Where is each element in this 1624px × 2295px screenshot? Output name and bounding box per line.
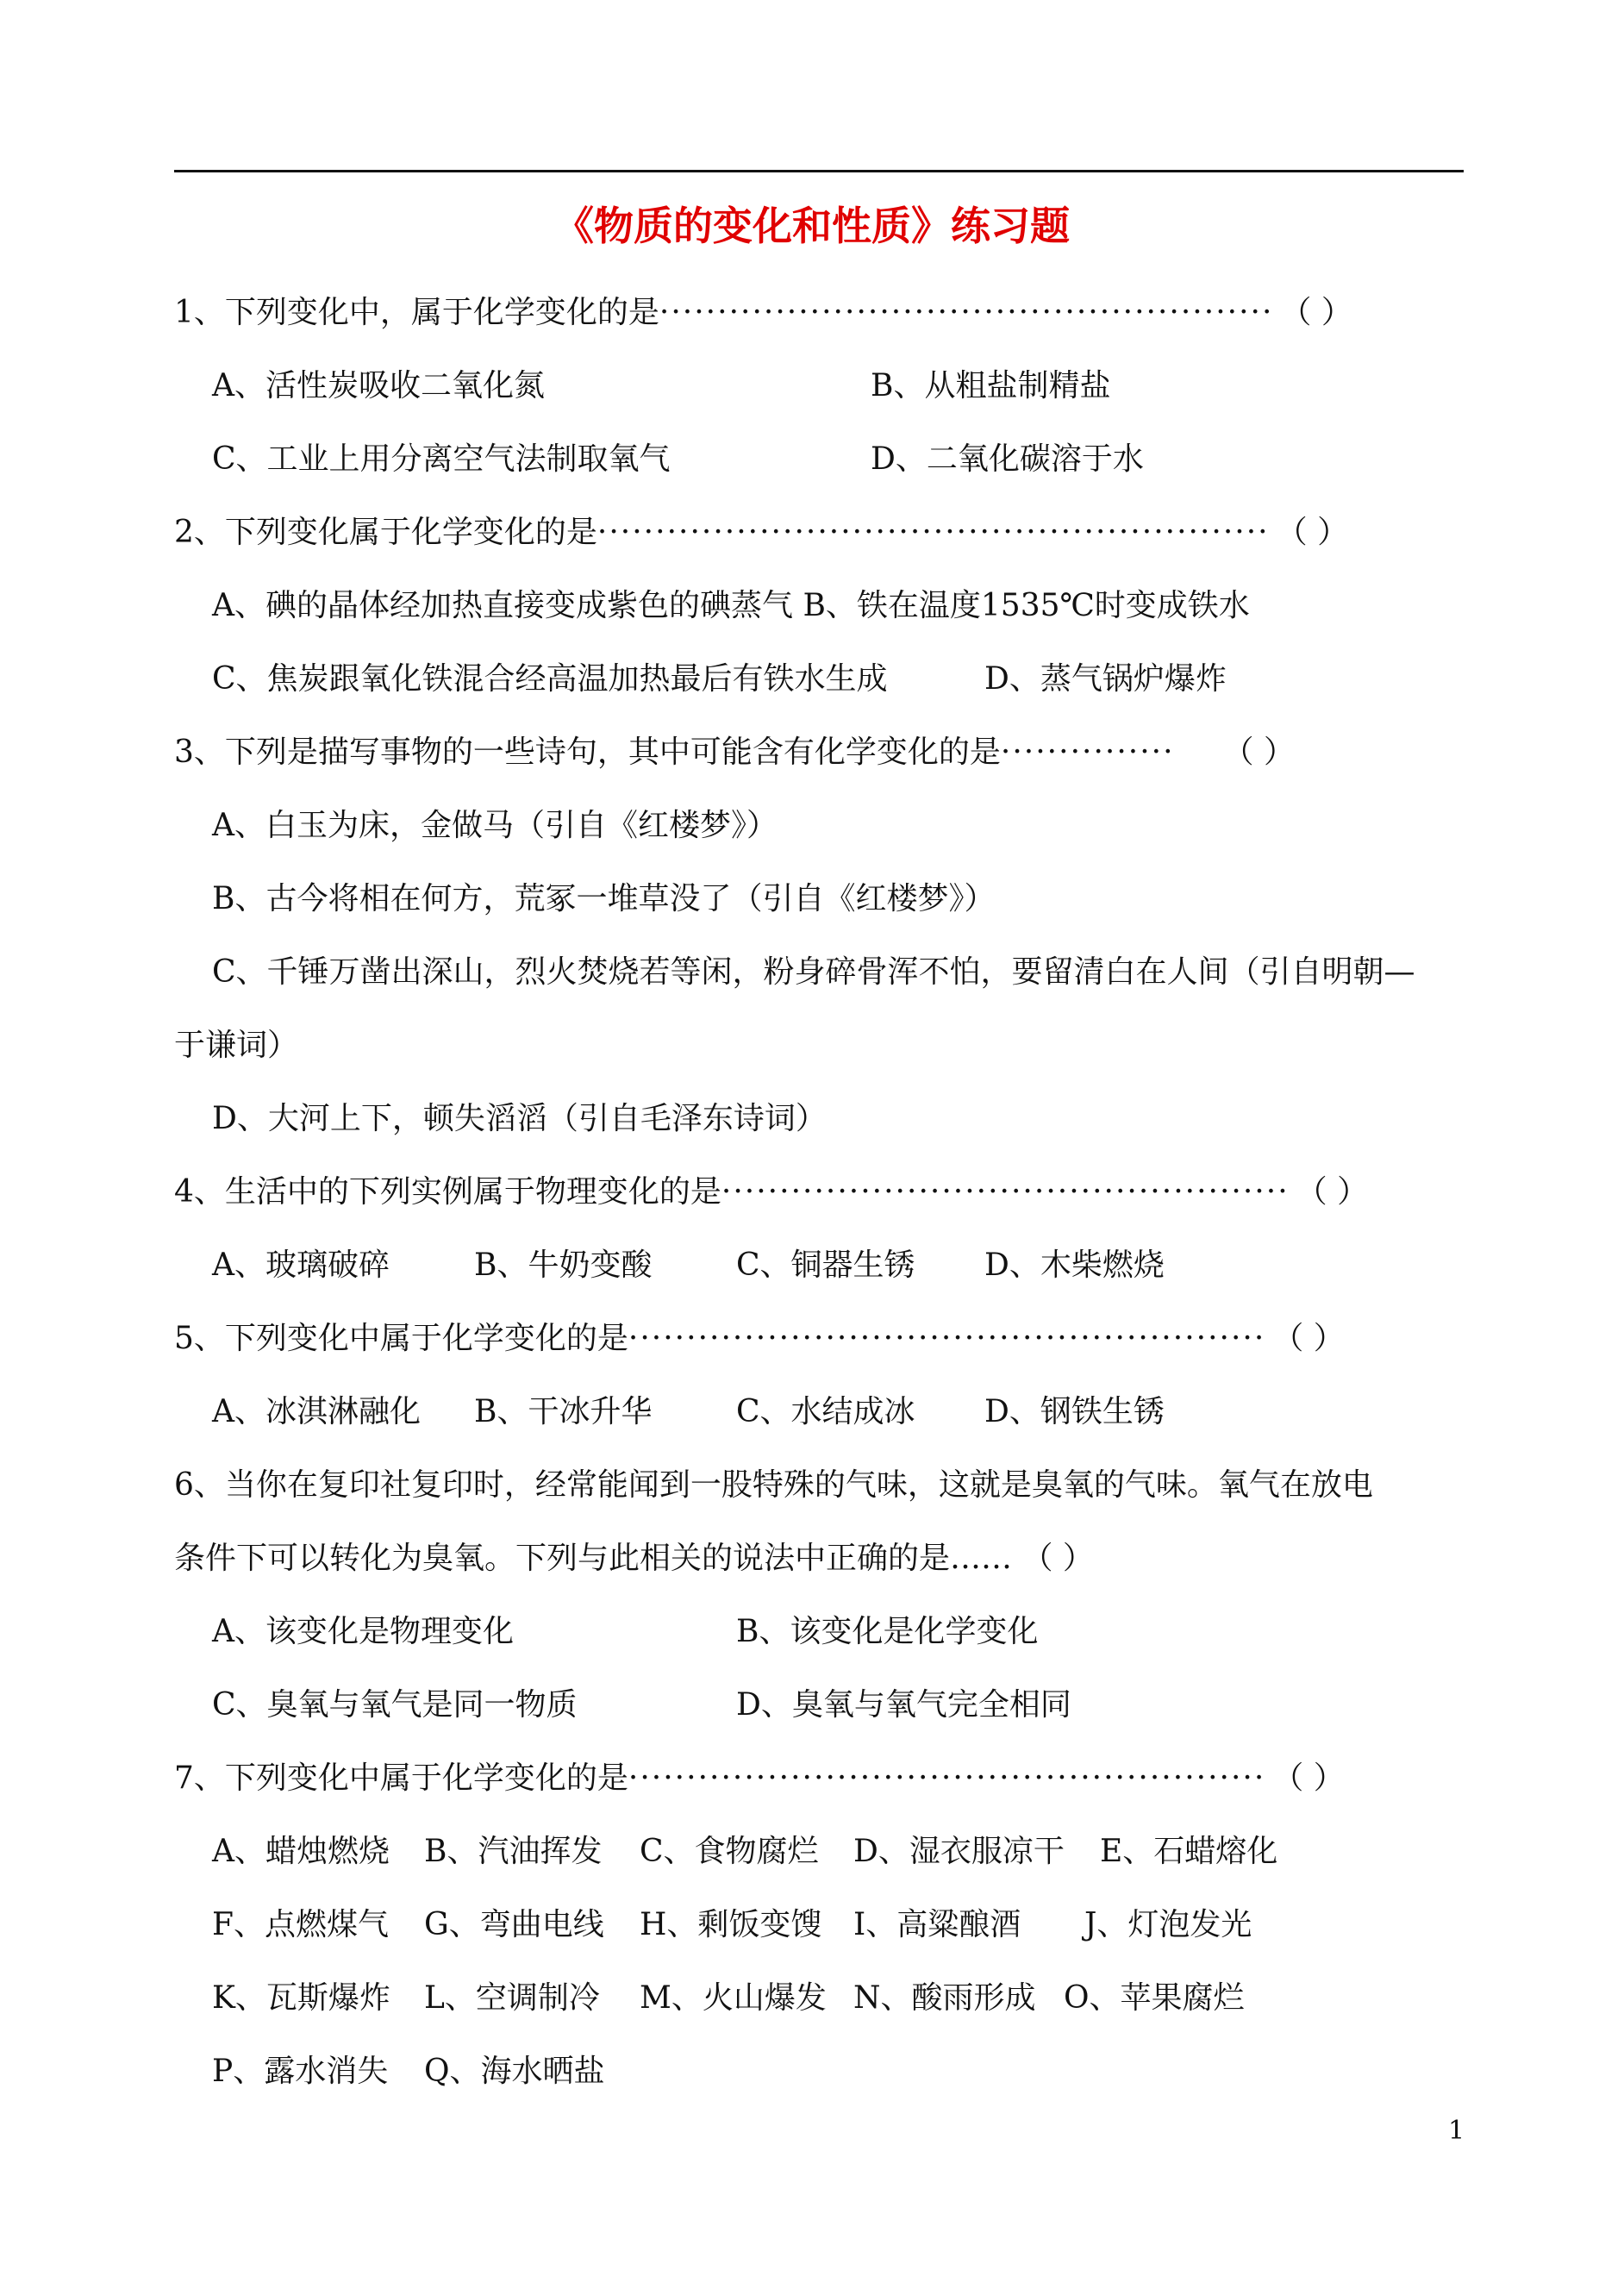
option-a: A、活性炭吸收二氧化氮 bbox=[212, 368, 545, 403]
option-o: O、苹果腐烂 bbox=[1064, 1980, 1245, 2016]
option-b: B、牛奶变酸 bbox=[474, 1248, 653, 1283]
question-2-text: 2、下列变化属于化学变化的是 bbox=[174, 515, 597, 550]
option-d: D、湿衣服凉干 bbox=[853, 1834, 1065, 1869]
question-4-text: 4、生活中的下列实例属于物理变化的是 bbox=[174, 1174, 721, 1210]
option-a: A、冰淇淋融化 bbox=[212, 1394, 421, 1429]
option-j: J、灯泡发光 bbox=[1084, 1907, 1252, 1942]
leader-dots: ····················································· bbox=[659, 295, 1274, 330]
question-1-stem bbox=[174, 287, 1352, 339]
option-c: C、焦炭跟氧化铁混合经高温加热最后有铁水生成 bbox=[212, 661, 888, 697]
option-c: C、水结成冰 bbox=[736, 1394, 915, 1429]
question-4-stem bbox=[174, 1166, 1369, 1218]
option-d: D、大河上下，顿失滔滔（引自毛泽东诗词） bbox=[212, 1101, 827, 1136]
option-a-b: A、碘的晶体经加热直接变成紫色的碘蒸气 B、铁在温度1535℃时变成铁水 bbox=[212, 588, 1250, 623]
option-b: B、干冰升华 bbox=[474, 1394, 653, 1429]
option-d: D、钢铁生锈 bbox=[984, 1394, 1165, 1429]
option-b: B、该变化是化学变化 bbox=[736, 1614, 1039, 1649]
option-c: C、工业上用分离空气法制取氧气 bbox=[212, 441, 671, 477]
option-g: G、弯曲电线 bbox=[424, 1907, 604, 1942]
answer-blank: （ ） bbox=[1280, 295, 1352, 330]
option-c: C、臭氧与氧气是同一物质 bbox=[212, 1687, 578, 1723]
option-a: A、玻璃破碎 bbox=[212, 1248, 390, 1283]
question-3-text: 3、下列是描写事物的一些诗句，其中可能含有化学变化的是 bbox=[174, 735, 1001, 770]
option-h: H、剩饭变馊 bbox=[640, 1907, 822, 1942]
option-d: D、蒸气锅炉爆炸 bbox=[984, 661, 1227, 697]
option-a: A、蜡烛燃烧 bbox=[212, 1834, 390, 1869]
option-e: E、石蜡熔化 bbox=[1100, 1834, 1278, 1869]
header-rule bbox=[174, 170, 1464, 172]
option-c: C、千锤万凿出深山，烈火焚烧若等闲，粉身碎骨浑不怕，要留清白在人间（引自明朝— bbox=[212, 954, 1415, 990]
option-l: L、空调制冷 bbox=[424, 1980, 600, 2016]
option-n: N、酸雨形成 bbox=[853, 1980, 1036, 2016]
page-number: 1 bbox=[1448, 2116, 1465, 2146]
option-b: B、古今将相在何方，荒冢一堆草没了（引自《红楼梦》） bbox=[212, 881, 996, 916]
question-6-stem: 6、当你在复印社复印时，经常能闻到一股特殊的气味，这就是臭氧的气味。氧气在放电 bbox=[174, 1467, 1373, 1503]
answer-blank: （ ） bbox=[1296, 1174, 1369, 1210]
leader-dots: ······················································· bbox=[628, 1760, 1266, 1796]
answer-blank: （ ） bbox=[1272, 1321, 1345, 1356]
option-b: B、从粗盐制精盐 bbox=[871, 368, 1111, 403]
option-f: F、点燃煤气 bbox=[212, 1907, 389, 1942]
option-k: K、瓦斯爆炸 bbox=[212, 1980, 390, 2016]
question-2-stem bbox=[174, 507, 1349, 559]
leader-dots: ·························································· bbox=[597, 515, 1270, 550]
answer-blank: （ ） bbox=[1272, 1760, 1345, 1796]
question-5-text: 5、下列变化中属于化学变化的是 bbox=[174, 1321, 628, 1356]
option-q: Q、海水晒盐 bbox=[424, 2054, 605, 2089]
option-c: C、食物腐烂 bbox=[640, 1834, 819, 1869]
option-b: B、汽油挥发 bbox=[424, 1834, 603, 1869]
leader-dots: ················································· bbox=[721, 1174, 1290, 1210]
leader-dots: ······················································· bbox=[628, 1321, 1266, 1356]
answer-blank: （ ） bbox=[1222, 735, 1295, 770]
question-3-stem bbox=[174, 727, 1295, 779]
question-7-stem bbox=[174, 1753, 1345, 1804]
question-5-stem bbox=[174, 1313, 1345, 1365]
option-a: A、该变化是物理变化 bbox=[212, 1614, 514, 1649]
question-7-text: 7、下列变化中属于化学变化的是 bbox=[174, 1760, 628, 1796]
answer-blank: （ ） bbox=[1276, 515, 1349, 550]
leader-dots: ··············· bbox=[1000, 735, 1175, 770]
option-m: M、火山爆发 bbox=[640, 1980, 827, 2016]
option-d: D、木柴燃烧 bbox=[984, 1248, 1165, 1283]
option-p: P、露水消失 bbox=[212, 2054, 389, 2089]
option-d: D、二氧化碳溶于水 bbox=[871, 441, 1144, 477]
option-a: A、白玉为床，金做马（引自《红楼梦》） bbox=[212, 808, 778, 843]
option-d: D、臭氧与氧气完全相同 bbox=[736, 1687, 1071, 1723]
page-title: 《物质的变化和性质》练习题 bbox=[554, 203, 1070, 249]
question-6-stem-continued: 条件下可以转化为臭氧。下列与此相关的说法中正确的是…… （ ） bbox=[174, 1541, 1094, 1576]
option-i: I、高粱酿酒 bbox=[853, 1907, 1021, 1942]
option-c-continued: 于谦词） bbox=[174, 1028, 299, 1063]
question-1-text: 1、下列变化中，属于化学变化的是 bbox=[174, 295, 659, 330]
option-c: C、铜器生锈 bbox=[736, 1248, 915, 1283]
